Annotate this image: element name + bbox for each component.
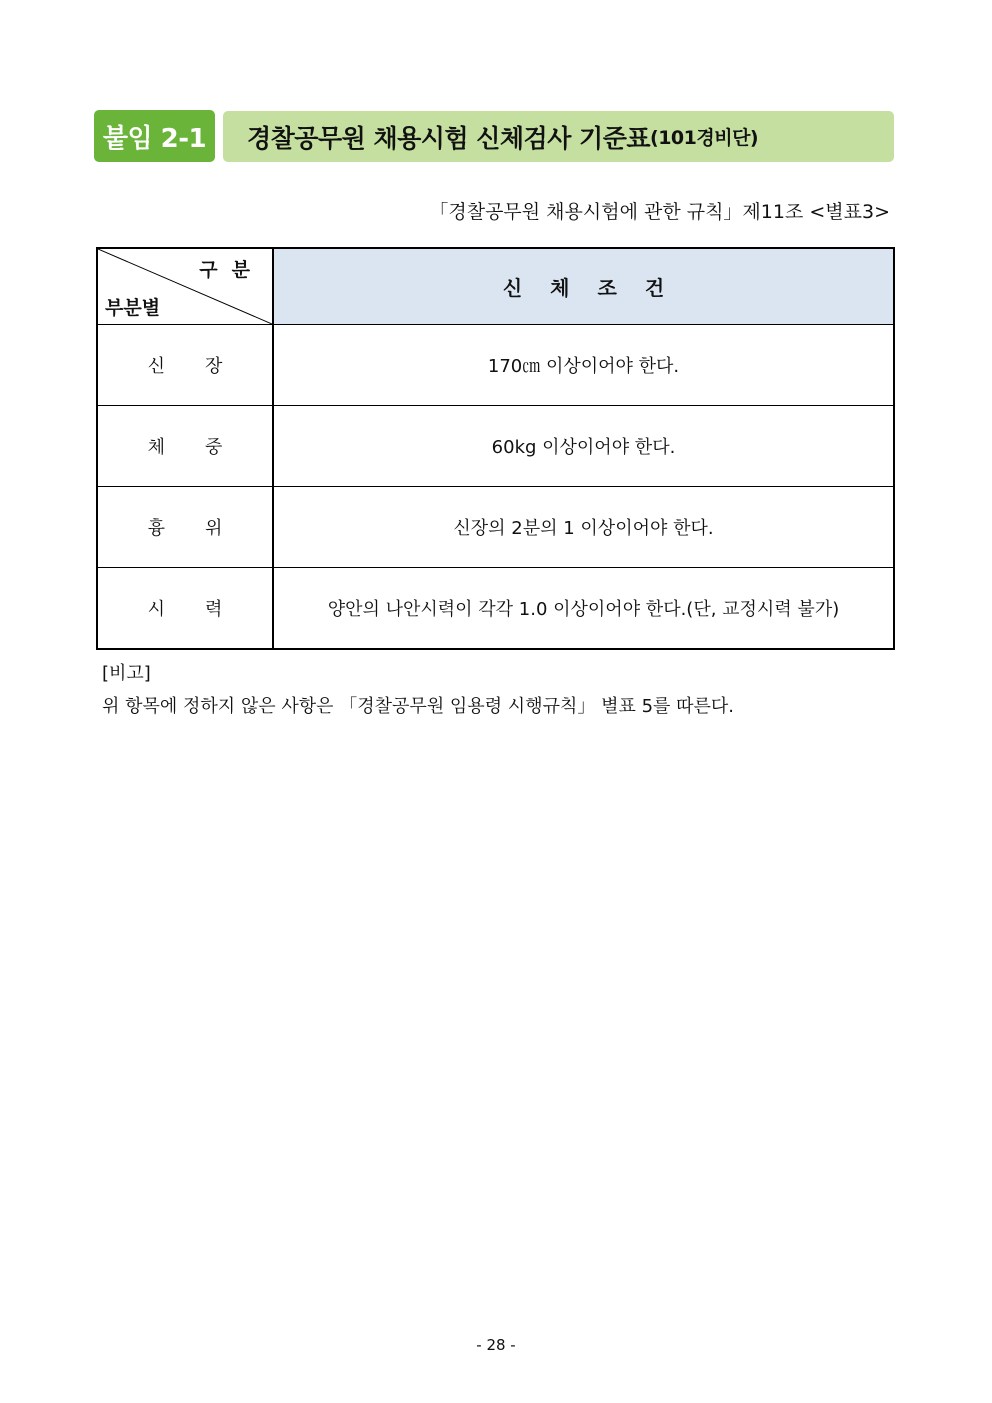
diagonal-corner-cell (97, 248, 273, 325)
corner-bottom-label: 부분별 (105, 297, 161, 319)
regulation-reference: 「경찰공무원 채용시험에 관한 규칙」제11조 <별표3> (429, 201, 890, 223)
row-condition: 170㎝ 이상이어야 한다. (273, 325, 894, 406)
row-label: 시력 (97, 568, 273, 650)
page-number: - 28 - (476, 1336, 516, 1354)
document-title (223, 111, 894, 162)
note-text: 위 항목에 정하지 않은 사항은 「경찰공무원 임용령 시행규칙」 별표 5를 따른다. (102, 696, 735, 717)
row-condition: 60kg 이상이어야 한다. (273, 406, 894, 487)
note-label: [비고] (102, 663, 151, 684)
title-suffix: (101경비단) (650, 127, 759, 149)
physical-criteria-table (96, 247, 895, 650)
corner-top-label: 구분 (199, 259, 264, 281)
table-header-row (97, 248, 894, 325)
row-label: 흉위 (97, 487, 273, 568)
title-main: 경찰공무원 채용시험 신체검사 기준표 (247, 123, 651, 153)
table-row (97, 487, 894, 568)
attachment-badge: 붙임 2-1 (94, 110, 215, 162)
condition-header: 신체조건 (273, 248, 894, 325)
row-condition: 신장의 2분의 1 이상이어야 한다. (273, 487, 894, 568)
table-row (97, 568, 894, 650)
document-header (94, 110, 894, 164)
table-row (97, 325, 894, 406)
row-condition: 양안의 나안시력이 각각 1.0 이상이어야 한다.(단, 교정시력 불가) (273, 568, 894, 650)
row-label: 신장 (97, 325, 273, 406)
table-row (97, 406, 894, 487)
row-label: 체중 (97, 406, 273, 487)
